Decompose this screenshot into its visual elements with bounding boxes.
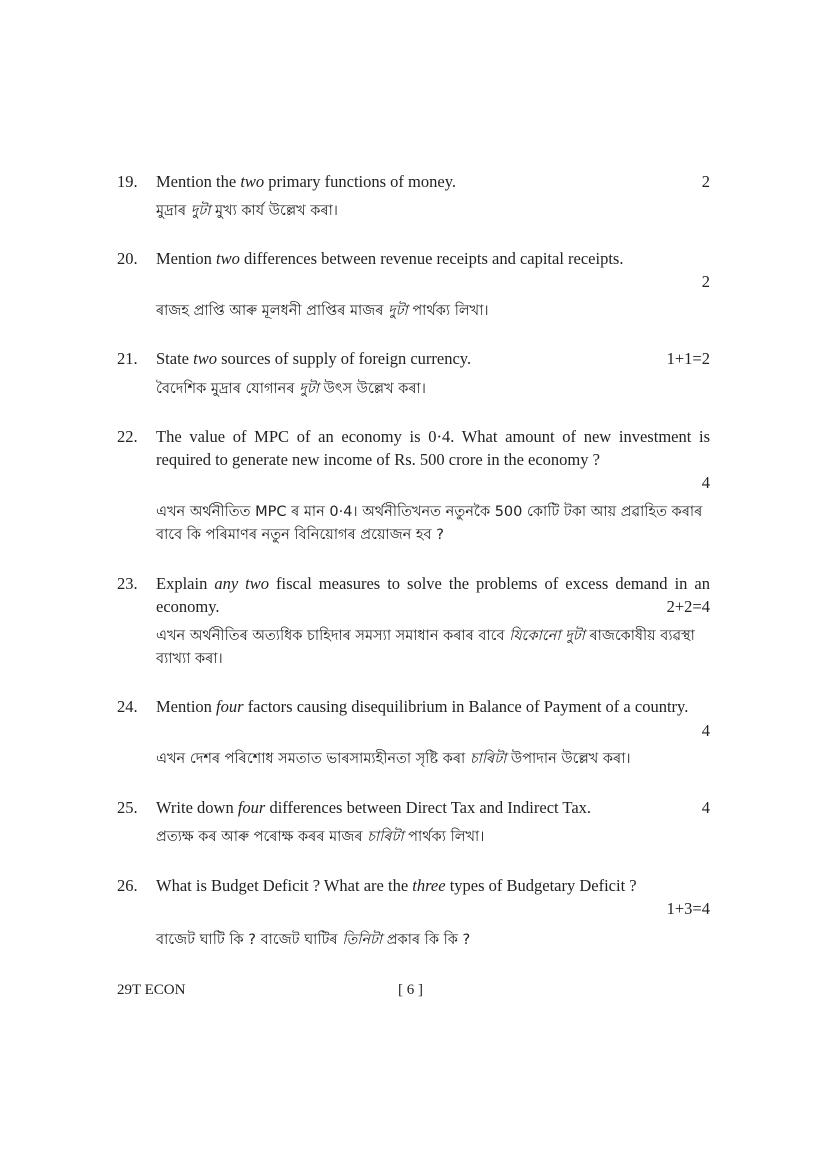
question-number: 23. [117, 574, 138, 593]
question-text-en: Explain any two fiscal measures to solve the problems of excess demand in an economy. [156, 574, 710, 616]
question-marks: 4 [701, 721, 710, 740]
exam-code: 29T ECON [117, 982, 186, 998]
question-text-en: Write down four differences between Direct Tax and Indirect Tax. [156, 798, 592, 817]
question-text-as: প্ৰত্যক্ষ কৰ আৰু পৰোক্ষ কৰৰ মাজৰ চাৰিটা পাৰ্থক্য লিখা। [156, 829, 485, 845]
question-marks: 2 [701, 172, 710, 191]
question-text-en: State two sources of supply of foreign currency. [156, 349, 472, 368]
question-text-as: এখন দেশৰ পৰিশোধ সমতাত ভাৰসাম্যহীনতা সৃষ্টি কৰা চাৰিটা উপাদান উল্লেখ কৰা। [156, 751, 631, 767]
question-marks: 2 [701, 272, 710, 291]
question-text-as: মুদ্ৰাৰ দুটা মুখ্য কাৰ্য উল্লেখ কৰা। [156, 203, 338, 219]
question-marks: 2+2=4 [666, 597, 710, 616]
question-marks: 1+3=4 [666, 899, 710, 918]
question-text-en: What is Budget Deficit ? What are the three types of Budgetary Deficit ? [156, 876, 637, 895]
question-text-as: ৰাজহ প্ৰাপ্তি আৰু মূলধনী প্ৰাপ্তিৰ মাজৰ দুটা পাৰ্থক্য লিখা। [156, 303, 489, 319]
question-text-as: বৈদেশিক মুদ্ৰাৰ যোগানৰ দুটা উৎস উল্লেখ কৰা। [156, 381, 426, 397]
question-number: 26. [117, 876, 138, 895]
question-number: 21. [117, 349, 138, 368]
question-number: 25. [117, 798, 138, 817]
question-number: 19. [117, 172, 138, 191]
question-number: 24. [117, 697, 138, 716]
question-text-as: এখন অৰ্থনীতিৰ অত্যধিক চাহিদাৰ সমস্যা সমাধান কৰাৰ বাবে যিকোনো দুটা ৰাজকোষীয় ব্যৱস্থা ব্যাখ্যা কৰা। [156, 628, 695, 667]
question-text-en: Mention two differences between revenue receipts and capital receipts. [156, 249, 624, 268]
question-text-en: Mention the two primary functions of money. [156, 172, 457, 191]
question-text-as: বাজেট ঘাটি কি ? বাজেট ঘাটিৰ তিনিটা প্ৰকাৰ কি কি ? [156, 932, 471, 948]
question-marks: 4 [701, 798, 710, 817]
page-number: [ 6 ] [398, 982, 423, 998]
question-text-as: এখন অৰ্থনীতিত MPC ৰ মান 0·4। অৰ্থনীতিখনত নতুনকৈ 500 কোটি টকা আয় প্ৰৱাহিত কৰাৰ বাবে কি পৰিমাণৰ নতুন বিনিয়োগৰ প্ৰয়োজন হব ? [156, 504, 703, 543]
question-text-en: The value of MPC of an economy is 0·4. What amount of new investment is required to generate new income of Rs. 500 crore in the economy ? [156, 427, 710, 469]
question-number: 20. [117, 249, 138, 268]
question-text-en: Mention four factors causing disequilibrium in Balance of Payment of a country. [156, 697, 689, 716]
question-number: 22. [117, 427, 138, 446]
question-marks: 4 [701, 473, 710, 492]
question-marks: 1+1=2 [666, 349, 710, 368]
